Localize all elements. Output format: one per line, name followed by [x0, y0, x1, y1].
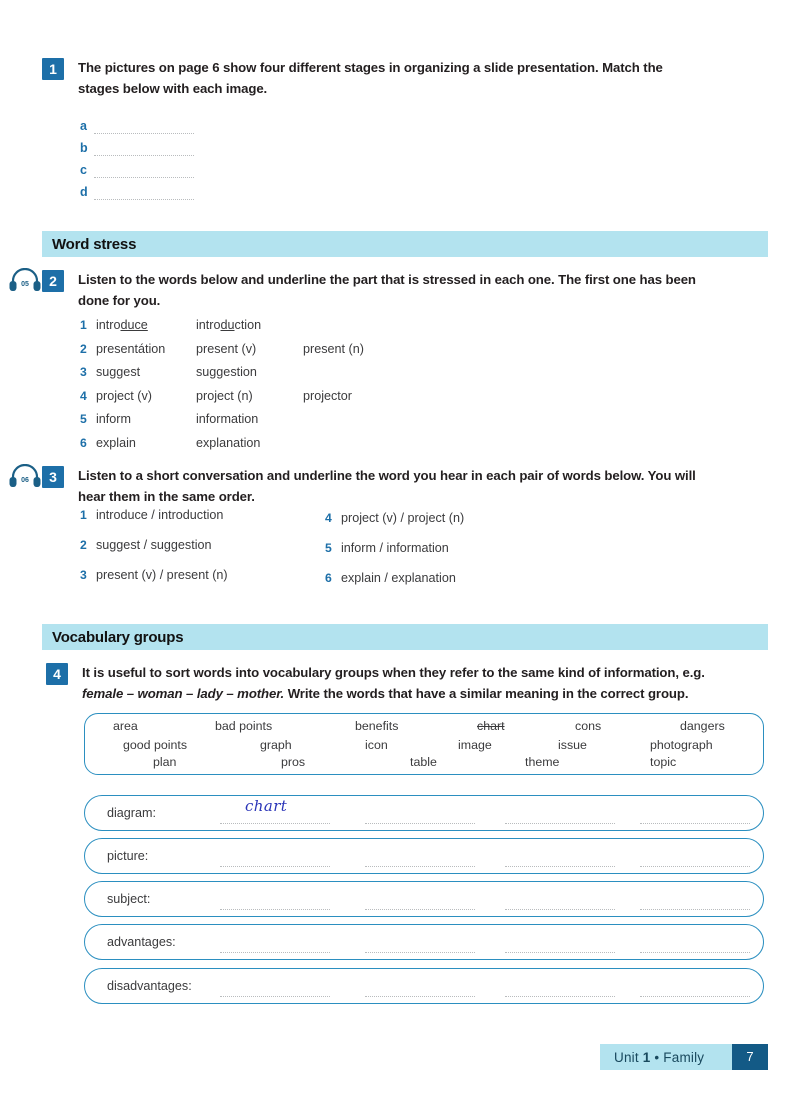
word-pair-text: suggest / suggestion: [96, 538, 212, 552]
answer-blank-c[interactable]: [94, 164, 194, 178]
category-label: diagram:: [107, 806, 156, 820]
category-blank[interactable]: [640, 853, 750, 867]
word-stress-word: projector: [303, 388, 352, 403]
word-stress-row-number: 2: [80, 341, 87, 356]
category-blank[interactable]: [640, 810, 750, 824]
word-pairs-column-right: [325, 511, 464, 601]
exercise-2-instruction: [78, 270, 696, 312]
word-bank-item[interactable]: image: [458, 738, 492, 752]
exercise-2: [42, 270, 757, 312]
word-bank-item[interactable]: cons: [575, 719, 602, 733]
category-blank[interactable]: [220, 983, 330, 997]
word-stress-row-number: 1: [80, 318, 87, 332]
word-pair-row[interactable]: [80, 538, 228, 568]
exercise-1-instruction-line2: stages below with each image.: [78, 80, 268, 96]
word-stress-row-number: 5: [80, 412, 87, 426]
word-stress-word: explain: [96, 435, 136, 450]
word-pair-text: introduce / introduction: [96, 508, 224, 522]
word-stress-word: present (n): [303, 341, 364, 356]
category-label: disadvantages:: [107, 979, 192, 993]
answer-blank-d[interactable]: [94, 186, 194, 200]
word-bank-row: [85, 755, 763, 776]
stressed-syllable: duce: [120, 318, 148, 332]
exercise-4-number: 4: [46, 663, 68, 685]
answer-letter-a: a: [80, 119, 87, 133]
word-stress-row-number: 6: [80, 435, 87, 450]
word-stress-row-number: 3: [80, 365, 87, 379]
answer-line-a: [80, 112, 194, 134]
footer-unit-number: 1: [642, 1050, 651, 1065]
category-blank[interactable]: [220, 896, 330, 910]
word-stress-list: [80, 318, 403, 459]
section-header-vocabulary-groups: [42, 624, 768, 650]
word-bank-item[interactable]: bad points: [215, 719, 273, 733]
exercise-2-number: 2: [42, 270, 64, 292]
word-bank-item[interactable]: issue: [558, 738, 587, 752]
word-stress-word: information: [196, 412, 259, 426]
vocabulary-word-bank: [84, 713, 764, 775]
exercise-1-answer-lines: [80, 112, 194, 200]
exercise-4: [46, 663, 766, 705]
word-bank-item[interactable]: plan: [153, 755, 177, 769]
answer-blank-b[interactable]: [94, 142, 194, 156]
answer-letter-c: c: [80, 163, 87, 177]
answer-blank-a[interactable]: [94, 120, 194, 134]
category-blank[interactable]: [505, 983, 615, 997]
word-stress-row: [80, 342, 403, 366]
word-pair-row[interactable]: [325, 541, 464, 571]
word-pair-row[interactable]: [325, 571, 464, 601]
category-label: picture:: [107, 849, 149, 863]
word-bank-item[interactable]: topic: [650, 755, 677, 769]
word-pair-text: project (v) / project (n): [341, 511, 465, 525]
footer-unit-label: [614, 1050, 704, 1065]
exercise-3: [42, 466, 762, 508]
page-number: 7: [732, 1044, 768, 1070]
category-blank[interactable]: [220, 939, 330, 953]
word-stress-word: inform: [96, 412, 131, 426]
word-pair-number: 3: [80, 568, 87, 582]
category-blank[interactable]: [220, 853, 330, 867]
handwritten-answer: chart: [245, 797, 288, 815]
word-pair-number: 6: [325, 571, 332, 585]
exercise-1-instruction: [78, 58, 663, 100]
exercise-2-instruction-line2: done for you.: [78, 292, 161, 308]
word-bank-item[interactable]: table: [410, 755, 437, 769]
exercise-2-instruction-line1: Listen to the words below and underline the part that is stressed in each one. The first one has been: [78, 272, 696, 287]
category-row-picture: [84, 838, 764, 874]
word-stress-row: [80, 436, 403, 460]
word-stress-word: introduce: [96, 318, 148, 332]
category-blank[interactable]: [640, 983, 750, 997]
exercise-3-instruction-line2: hear them in the same order.: [78, 488, 255, 504]
word-pairs-column-left: [80, 508, 228, 598]
word-stress-word: project (n): [196, 388, 253, 403]
word-bank-item[interactable]: icon: [365, 738, 388, 752]
audio-track-number-06: 06: [21, 477, 29, 484]
section-header-vocabulary-groups-title: Vocabulary groups: [52, 628, 184, 646]
word-pair-number: 2: [80, 538, 87, 552]
word-stress-row: [80, 318, 403, 342]
exercise-1: [42, 58, 742, 100]
word-pair-row[interactable]: [80, 568, 228, 598]
word-stress-word: project (v): [96, 388, 152, 403]
word-stress-word: suggestion: [196, 365, 257, 379]
category-row-disadvantages: [84, 968, 764, 1004]
exercise-4-instruction-line2: [82, 684, 705, 705]
category-row-advantages: [84, 924, 764, 960]
word-stress-row: [80, 412, 403, 436]
category-blank[interactable]: [505, 939, 615, 953]
word-pair-row[interactable]: [80, 508, 228, 538]
exercise-4-instruction: [82, 663, 705, 705]
word-stress-row: [80, 389, 403, 413]
word-pair-text: inform / information: [341, 541, 449, 555]
exercise-1-instruction-line1: The pictures on page 6 show four different stages in organizing a slide presentation. Match the: [78, 60, 663, 75]
category-blank[interactable]: [365, 896, 475, 910]
category-row-diagram: [84, 795, 764, 831]
audio-track-number-05: 05: [21, 281, 29, 288]
category-blank[interactable]: [505, 810, 615, 824]
word-stress-word: suggest: [96, 365, 141, 379]
word-stress-word: presentátion: [96, 341, 166, 356]
section-header-word-stress: [42, 231, 768, 257]
word-pair-row[interactable]: [325, 511, 464, 541]
exercise-1-number: 1: [42, 58, 64, 80]
word-bank-item[interactable]: area: [113, 719, 138, 733]
word-pair-text: present (v) / present (n): [96, 568, 228, 582]
word-bank-item[interactable]: theme: [525, 755, 560, 769]
category-blank[interactable]: [365, 939, 475, 953]
word-stress-word: explanation: [196, 435, 261, 450]
exercise-3-number: 3: [42, 466, 64, 488]
exercise-4-instruction-rest: Write the words that have a similar meaning in the correct group.: [284, 685, 689, 701]
category-label: subject:: [107, 892, 151, 906]
category-blank[interactable]: [505, 896, 615, 910]
word-bank-row: [85, 719, 763, 740]
exercise-3-instruction: [78, 466, 696, 508]
word-stress-word: introduction: [196, 318, 262, 332]
word-stress-row-number: 4: [80, 388, 87, 403]
word-pair-text: explain / explanation: [341, 571, 456, 585]
footer-unit-suffix: • Family: [650, 1050, 705, 1065]
exercise-4-example-words: female – woman – lady – mother.: [82, 685, 285, 701]
category-blank[interactable]: [365, 983, 475, 997]
word-bank-item[interactable]: photograph: [650, 738, 713, 752]
category-blank[interactable]: [365, 853, 475, 867]
word-bank-item[interactable]: benefits: [355, 719, 399, 733]
word-pair-number: 4: [325, 511, 332, 525]
answer-line-b: [80, 134, 194, 156]
answer-line-c: [80, 156, 194, 178]
word-bank-item[interactable]: dangers: [680, 719, 725, 733]
category-blank[interactable]: [220, 810, 330, 824]
stressed-syllable: du: [220, 318, 235, 332]
word-bank-item[interactable]: good points: [123, 738, 188, 752]
word-bank-item-used[interactable]: chart: [477, 719, 505, 733]
word-bank-item[interactable]: pros: [281, 755, 306, 769]
exercise-4-instruction-line1: It is useful to sort words into vocabulary groups when they refer to the same kind of information, e.g.: [82, 665, 705, 680]
word-stress-word: present (v): [196, 341, 257, 356]
section-header-word-stress-title: Word stress: [52, 235, 137, 253]
category-blank[interactable]: [640, 896, 750, 910]
category-blank[interactable]: [365, 810, 475, 824]
answer-letter-b: b: [80, 141, 88, 155]
word-pair-number: 5: [325, 541, 332, 555]
category-blank[interactable]: [505, 853, 615, 867]
footer-unit-prefix: Unit: [614, 1050, 643, 1065]
word-stress-row: [80, 365, 403, 389]
word-pair-number: 1: [80, 508, 87, 522]
category-row-subject: [84, 881, 764, 917]
category-label: advantages:: [107, 935, 176, 949]
exercise-3-instruction-line1: Listen to a short conversation and underline the word you hear in each pair of words below. You will: [78, 468, 696, 483]
word-bank-item[interactable]: graph: [260, 738, 292, 752]
category-blank[interactable]: [640, 939, 750, 953]
answer-letter-d: d: [80, 185, 88, 199]
answer-line-d: [80, 178, 194, 200]
